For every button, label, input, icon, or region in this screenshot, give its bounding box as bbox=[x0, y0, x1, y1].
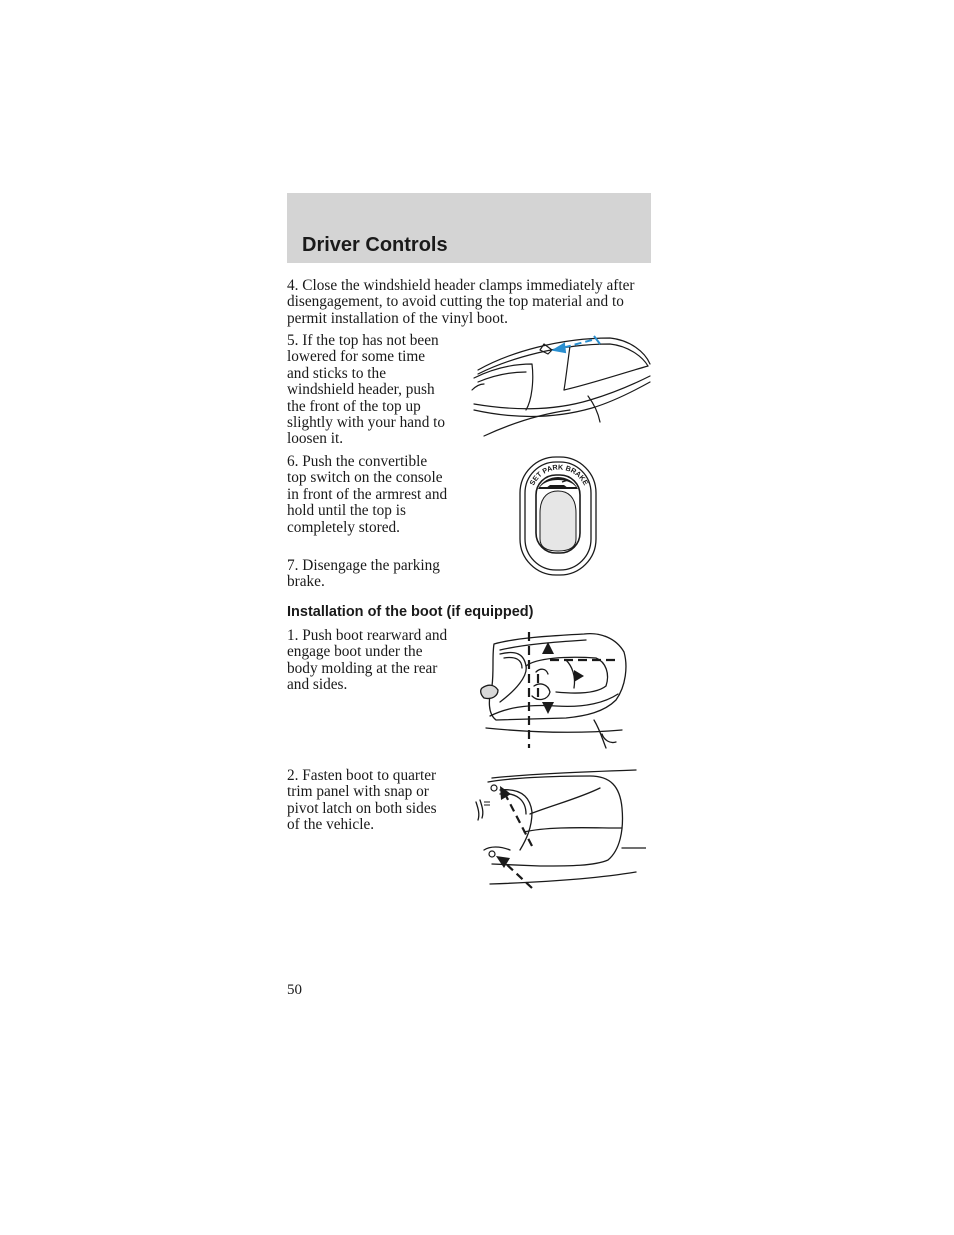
step-6-text: 6. Push the convertible top switch on the console in front of the armrest and hold until the top is completely stored. bbox=[287, 453, 448, 536]
page-number: 50 bbox=[287, 982, 302, 998]
section-header-band bbox=[287, 193, 651, 263]
boot-quarter-trim-latch-illustration bbox=[470, 768, 646, 892]
convertible-top-switch-illustration bbox=[518, 455, 598, 577]
step-7-text: 7. Disengage the parking brake. bbox=[287, 557, 440, 591]
boot-step-1-text: 1. Push boot rearward and engage boot under the body molding at the rear and sides. bbox=[287, 627, 448, 694]
step-5-text: 5. If the top has not been lowered for some time and sticks to the windshield header, push the front of the top up slightly with your hand to loosen it. bbox=[287, 332, 446, 448]
boot-installation-heading: Installation of the boot (if equipped) bbox=[287, 604, 534, 620]
switch-label: SET PARK BRAKE bbox=[527, 462, 591, 487]
section-title: Driver Controls bbox=[302, 234, 448, 256]
boot-step-2-text: 2. Fasten boot to quarter trim panel with snap or pivot latch on both sides of the vehicle. bbox=[287, 767, 437, 834]
boot-rear-molding-illustration bbox=[476, 630, 636, 750]
convertible-top-header-illustration bbox=[470, 330, 652, 442]
step-4-text: 4. Close the windshield header clamps immediately after disengagement, to avoid cutting the top material and to permit installation of the vinyl boot. bbox=[287, 277, 635, 327]
